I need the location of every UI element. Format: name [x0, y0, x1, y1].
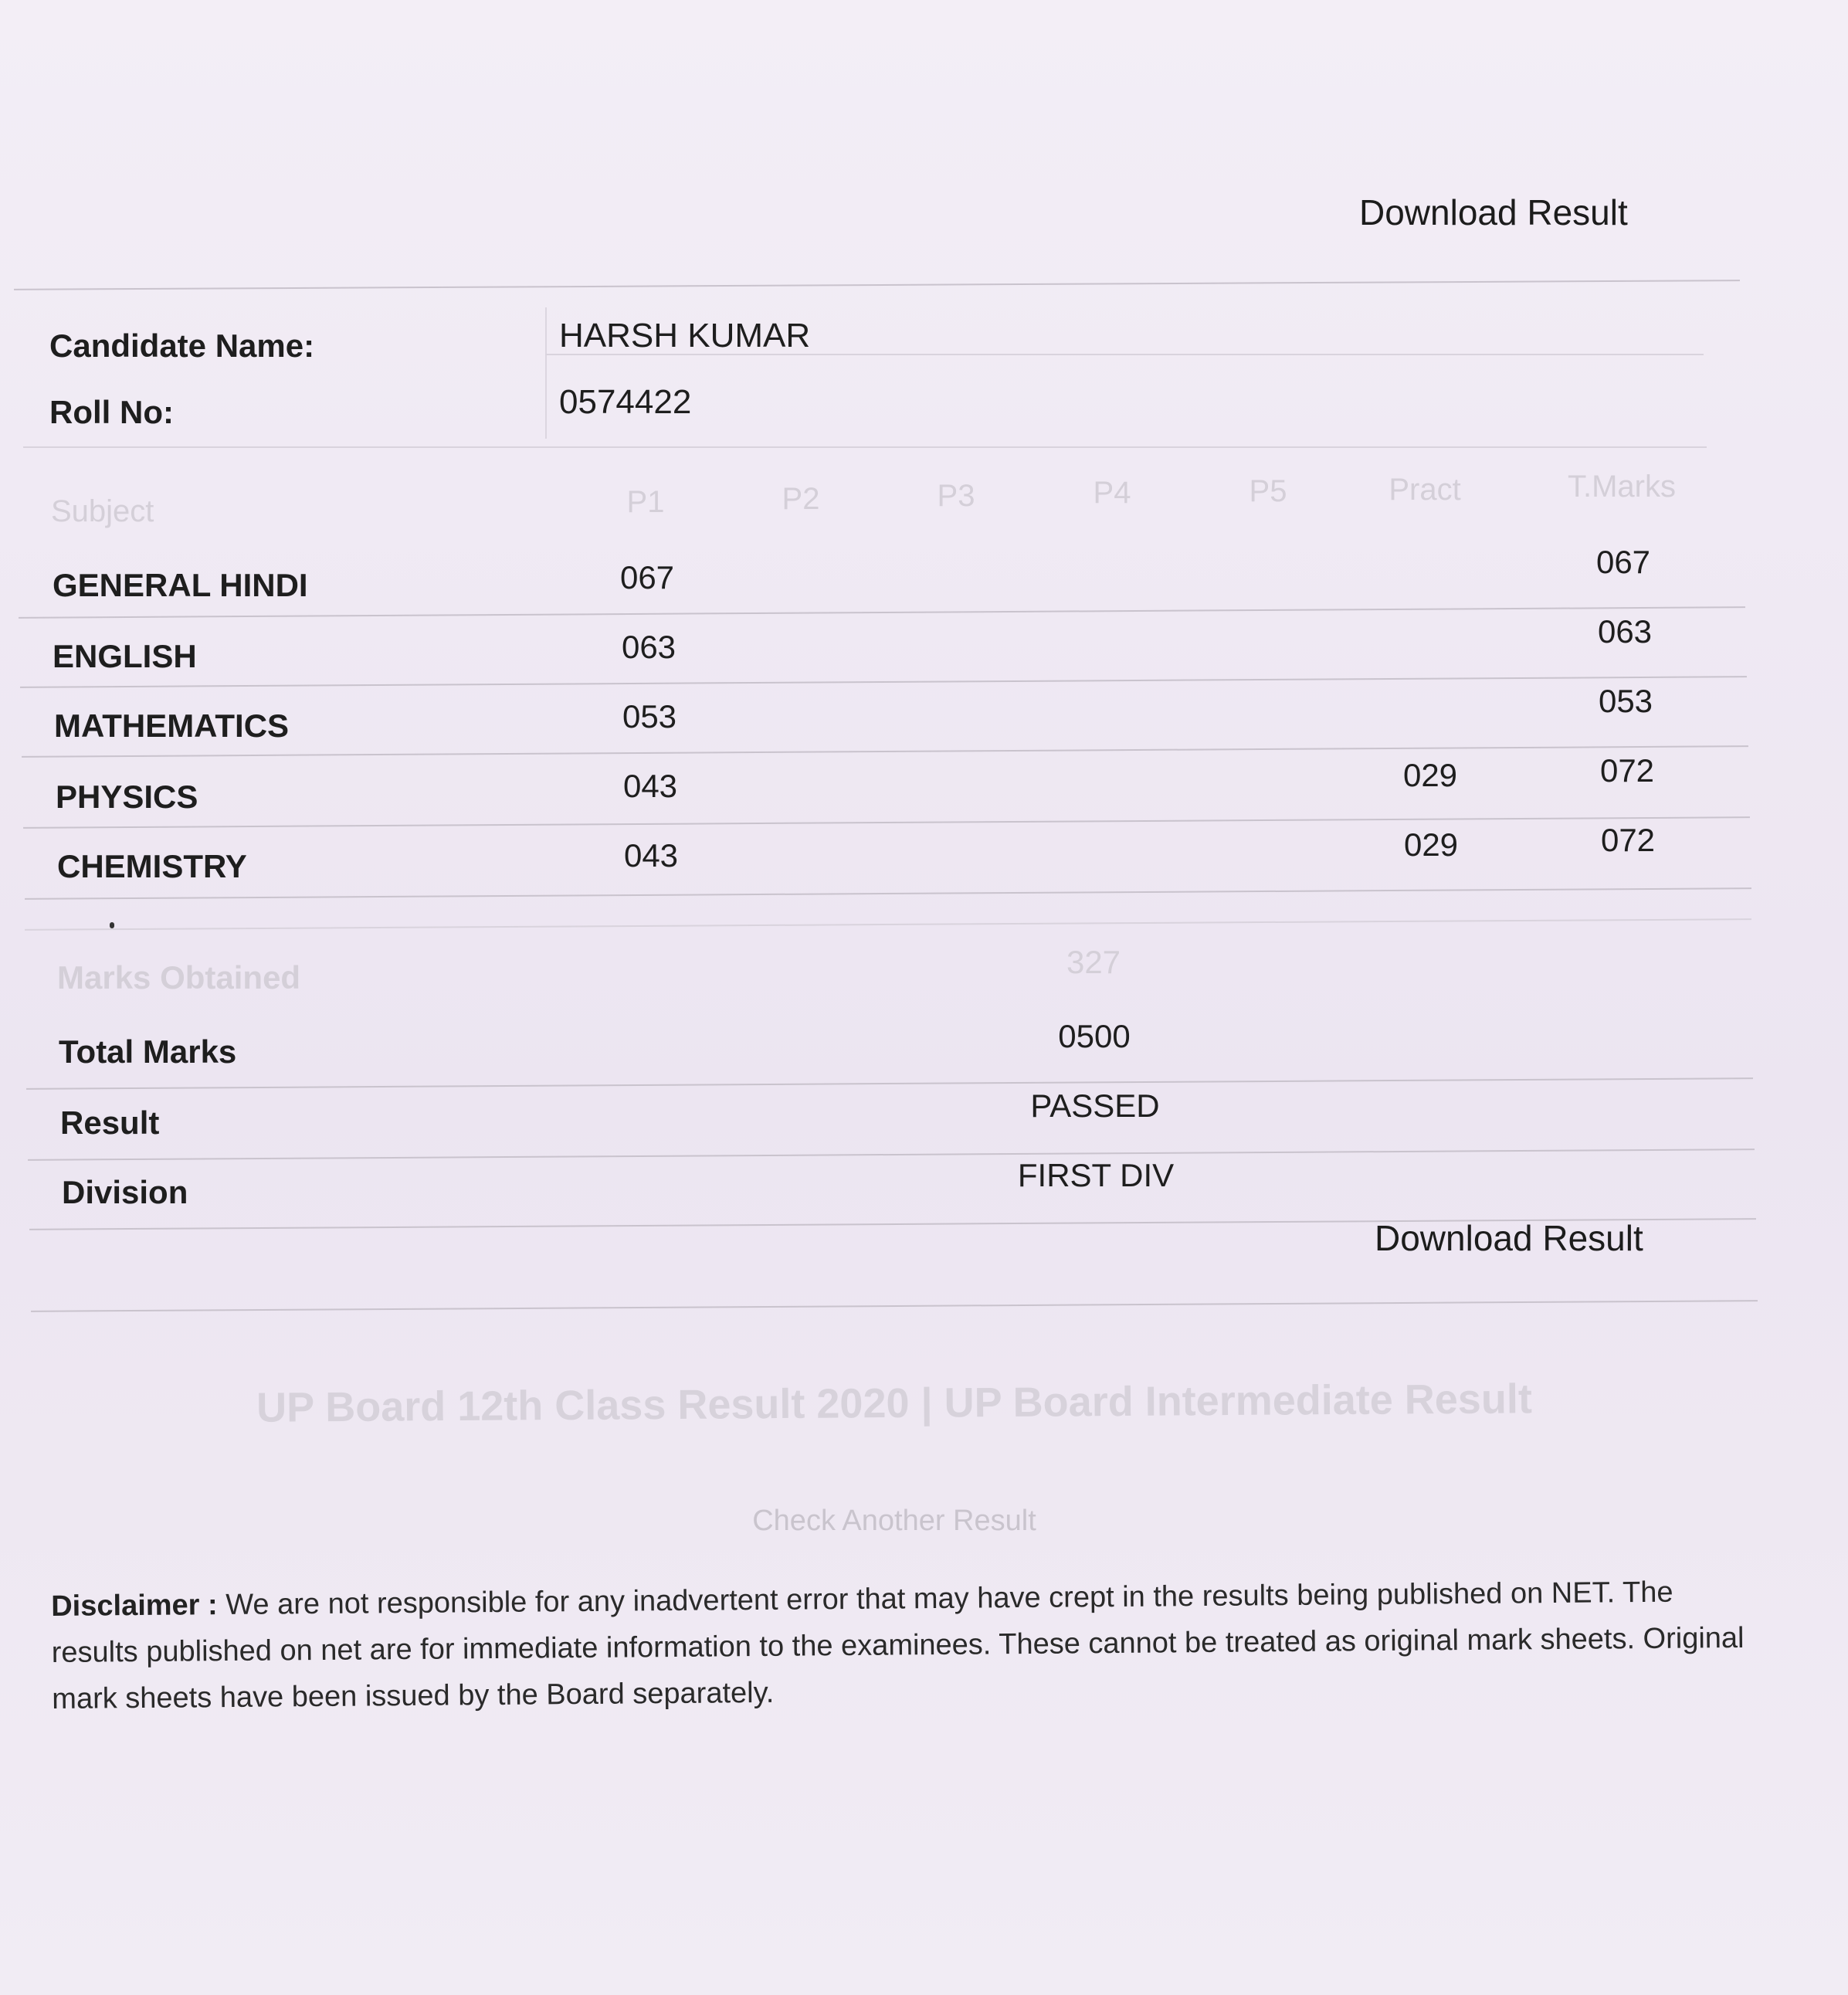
header-pract: Pract [1389, 473, 1461, 507]
summary-divider [26, 1077, 1753, 1090]
p1-marks: 063 [621, 629, 676, 665]
stray-mark [110, 922, 114, 928]
total-marks-value: 0500 [1058, 1018, 1131, 1054]
total-marks: 063 [1597, 613, 1653, 650]
subject-name: ENGLISH [53, 638, 197, 674]
download-result-link-top[interactable]: Download Result [1359, 192, 1628, 232]
subject-name: MATHEMATICS [54, 707, 290, 744]
row-divider [25, 887, 1751, 900]
p1-marks: 043 [623, 837, 679, 874]
division-label: Division [62, 1174, 188, 1210]
divider-bottom [31, 1300, 1758, 1312]
divider-top [14, 280, 1740, 290]
row-divider [22, 745, 1748, 758]
check-another-result-link[interactable]: Check Another Result [752, 1505, 1036, 1537]
marks-obtained-label: Marks Obtained [57, 959, 301, 996]
roll-no-label: Roll No: [49, 394, 174, 430]
subject-name: PHYSICS [56, 779, 198, 815]
header-p4: P4 [1093, 476, 1131, 510]
table-bottom-divider [25, 918, 1751, 931]
result-label: Result [60, 1104, 160, 1141]
subject-name: GENERAL HINDI [53, 567, 308, 603]
marks-obtained-value: 327 [1066, 944, 1121, 980]
candidate-name-label: Candidate Name: [49, 327, 315, 364]
page-heading: UP Board 12th Class Result 2020 | UP Board Intermediate Result [256, 1376, 1533, 1431]
info-row-divider [545, 354, 1704, 355]
info-bottom-divider [23, 446, 1707, 448]
candidate-name-value: HARSH KUMAR [559, 317, 811, 355]
summary-divider [28, 1148, 1755, 1161]
header-p2: P2 [782, 482, 820, 516]
total-marks: 072 [1599, 752, 1655, 789]
row-divider [19, 606, 1745, 619]
pract-marks: 029 [1403, 826, 1459, 863]
row-divider [23, 816, 1750, 829]
pract-marks: 029 [1402, 757, 1458, 793]
total-marks: 072 [1600, 822, 1656, 858]
p1-marks: 053 [622, 698, 677, 735]
division-value: FIRST DIV [1017, 1157, 1175, 1193]
roll-no-value: 0574422 [559, 383, 692, 421]
disclaimer [51, 1569, 1751, 1722]
subject-name: CHEMISTRY [57, 848, 247, 884]
header-tmarks: T.Marks [1568, 470, 1676, 504]
header-p1: P1 [626, 485, 665, 519]
download-result-link-bottom[interactable]: Download Result [1375, 1218, 1643, 1258]
total-marks: 067 [1595, 544, 1651, 580]
p1-marks: 043 [622, 768, 678, 804]
p1-marks: 067 [619, 559, 675, 595]
disclaimer-label: Disclaimer : [51, 1589, 218, 1623]
disclaimer-text: We are not responsible for any inadvertent error that may have crept in the results being published on NET. The results published on net are for immediate information to the examinees. These cannot be treated as original mark sheets. Original mark sheets have been issued by the Board separately. [51, 1576, 1745, 1715]
row-divider [20, 676, 1747, 688]
total-marks: 053 [1598, 683, 1653, 719]
result-value: PASSED [1030, 1087, 1160, 1124]
header-p3: P3 [937, 479, 975, 513]
header-subject: Subject [51, 494, 154, 528]
info-column-divider [545, 307, 547, 439]
header-p5: P5 [1249, 474, 1287, 508]
total-marks-label: Total Marks [59, 1033, 237, 1070]
